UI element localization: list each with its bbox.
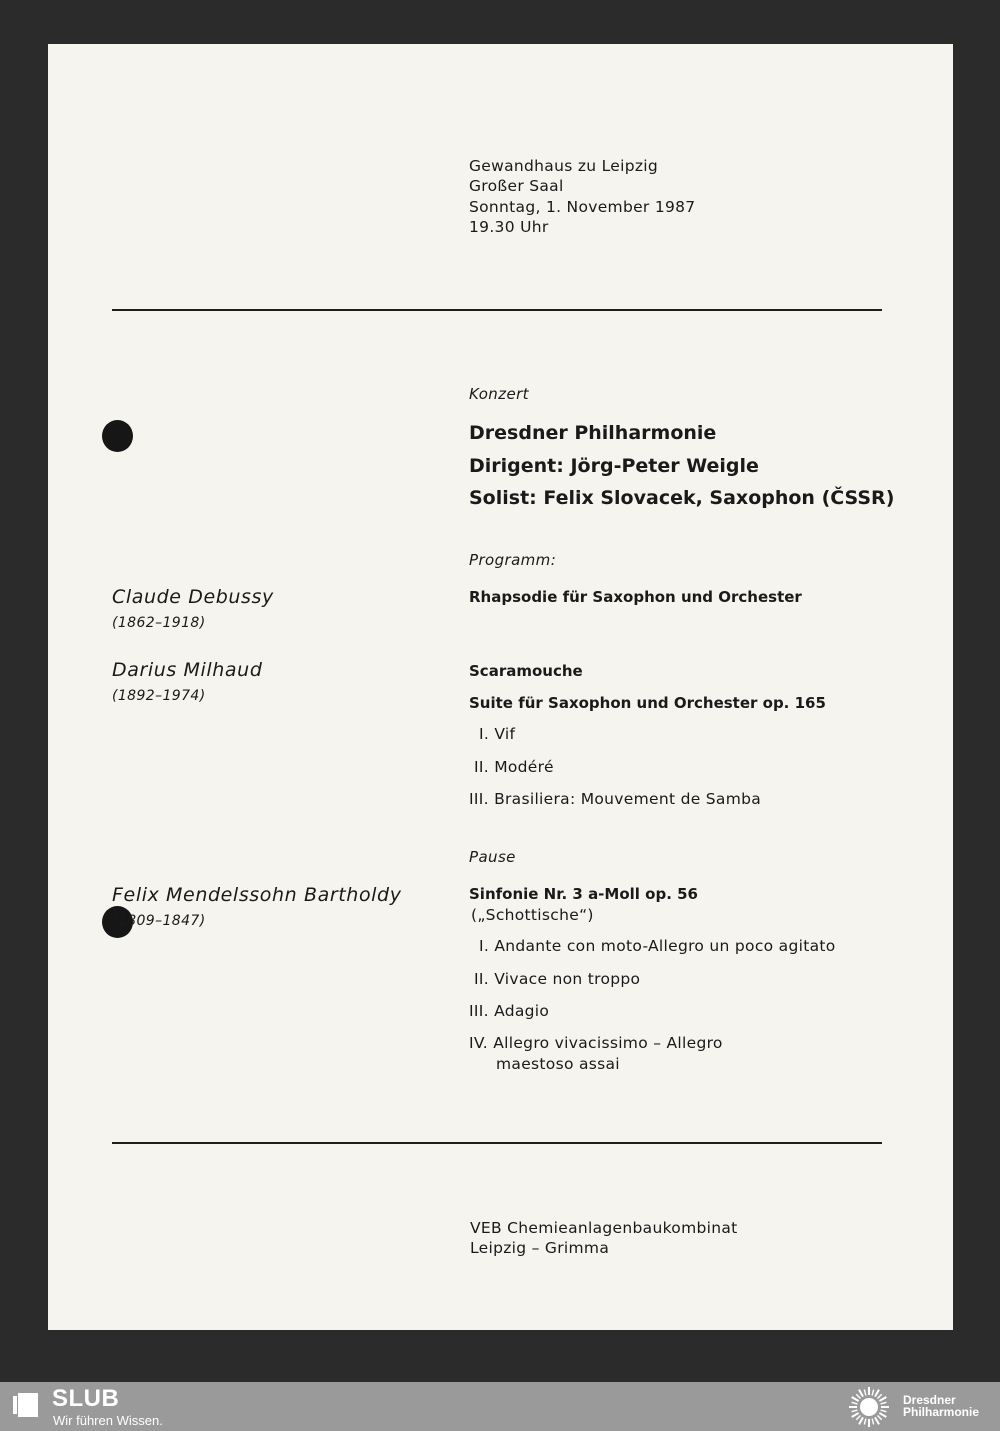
movement-item: III. Brasiliera: Mouvement de Samba — [469, 790, 762, 808]
slub-logo-icon — [12, 1391, 42, 1419]
sponsor-location: Leipzig – Grimma — [470, 1239, 610, 1257]
partner-name-line1: Dresdner — [903, 1393, 956, 1407]
library-name: SLUB — [52, 1385, 120, 1412]
concert-time: 19.30 Uhr — [469, 218, 549, 236]
movement-item: II. Vivace non troppo — [474, 970, 641, 988]
composer-dates: (1892–1974) — [112, 688, 206, 704]
movement-item: IV. Allegro vivacissimo – Allegro — [469, 1034, 723, 1052]
composer-dates: (1862–1918) — [112, 615, 206, 631]
composer-name: Claude Debussy — [112, 586, 274, 608]
composer-name: Felix Mendelssohn Bartholdy — [112, 884, 402, 906]
composer-dates: (1809–1847) — [112, 913, 206, 929]
library-footer-bar — [0, 1382, 1000, 1431]
composer-name: Darius Milhaud — [112, 659, 263, 681]
work-subtitle: („Schottische“) — [471, 906, 594, 924]
intermission-label: Pause — [469, 848, 516, 866]
movement-item: I. Vif — [479, 725, 516, 743]
work-title: Scaramouche — [469, 662, 583, 680]
divider-bottom — [112, 1142, 882, 1144]
work-title: Rhapsodie für Saxophon und Orchester — [469, 588, 802, 606]
venue-hall: Großer Saal — [469, 177, 564, 195]
movement-item: II. Modéré — [474, 758, 554, 776]
sponsor-name: VEB Chemieanlagenbaukombinat — [470, 1219, 738, 1237]
venue-name: Gewandhaus zu Leipzig — [469, 157, 659, 175]
movement-item: I. Andante con moto-Allegro un poco agitato — [479, 937, 836, 955]
divider-top — [112, 309, 882, 311]
program-label: Programm: — [469, 551, 557, 569]
concert-date: Sonntag, 1. November 1987 — [469, 198, 696, 216]
conductor-line: Dirigent: Jörg-Peter Weigle — [469, 455, 759, 477]
partner-name — [903, 1394, 979, 1418]
movement-item-continuation: maestoso assai — [496, 1055, 620, 1073]
library-tagline: Wir führen Wissen. — [53, 1413, 163, 1428]
work-subtitle: Suite für Saxophon und Orchester op. 165 — [469, 694, 826, 712]
soloist-line: Solist: Felix Slovacek, Saxophon (ČSSR) — [469, 487, 895, 509]
partner-name-line2: Philharmonie — [903, 1405, 980, 1419]
punch-hole — [102, 420, 133, 452]
work-title: Sinfonie Nr. 3 a-Moll op. 56 — [469, 885, 698, 903]
movement-item: III. Adagio — [469, 1002, 550, 1020]
concert-label: Konzert — [469, 385, 529, 403]
orchestra-name: Dresdner Philharmonie — [469, 422, 717, 444]
philharmonie-logo-icon — [845, 1386, 893, 1428]
